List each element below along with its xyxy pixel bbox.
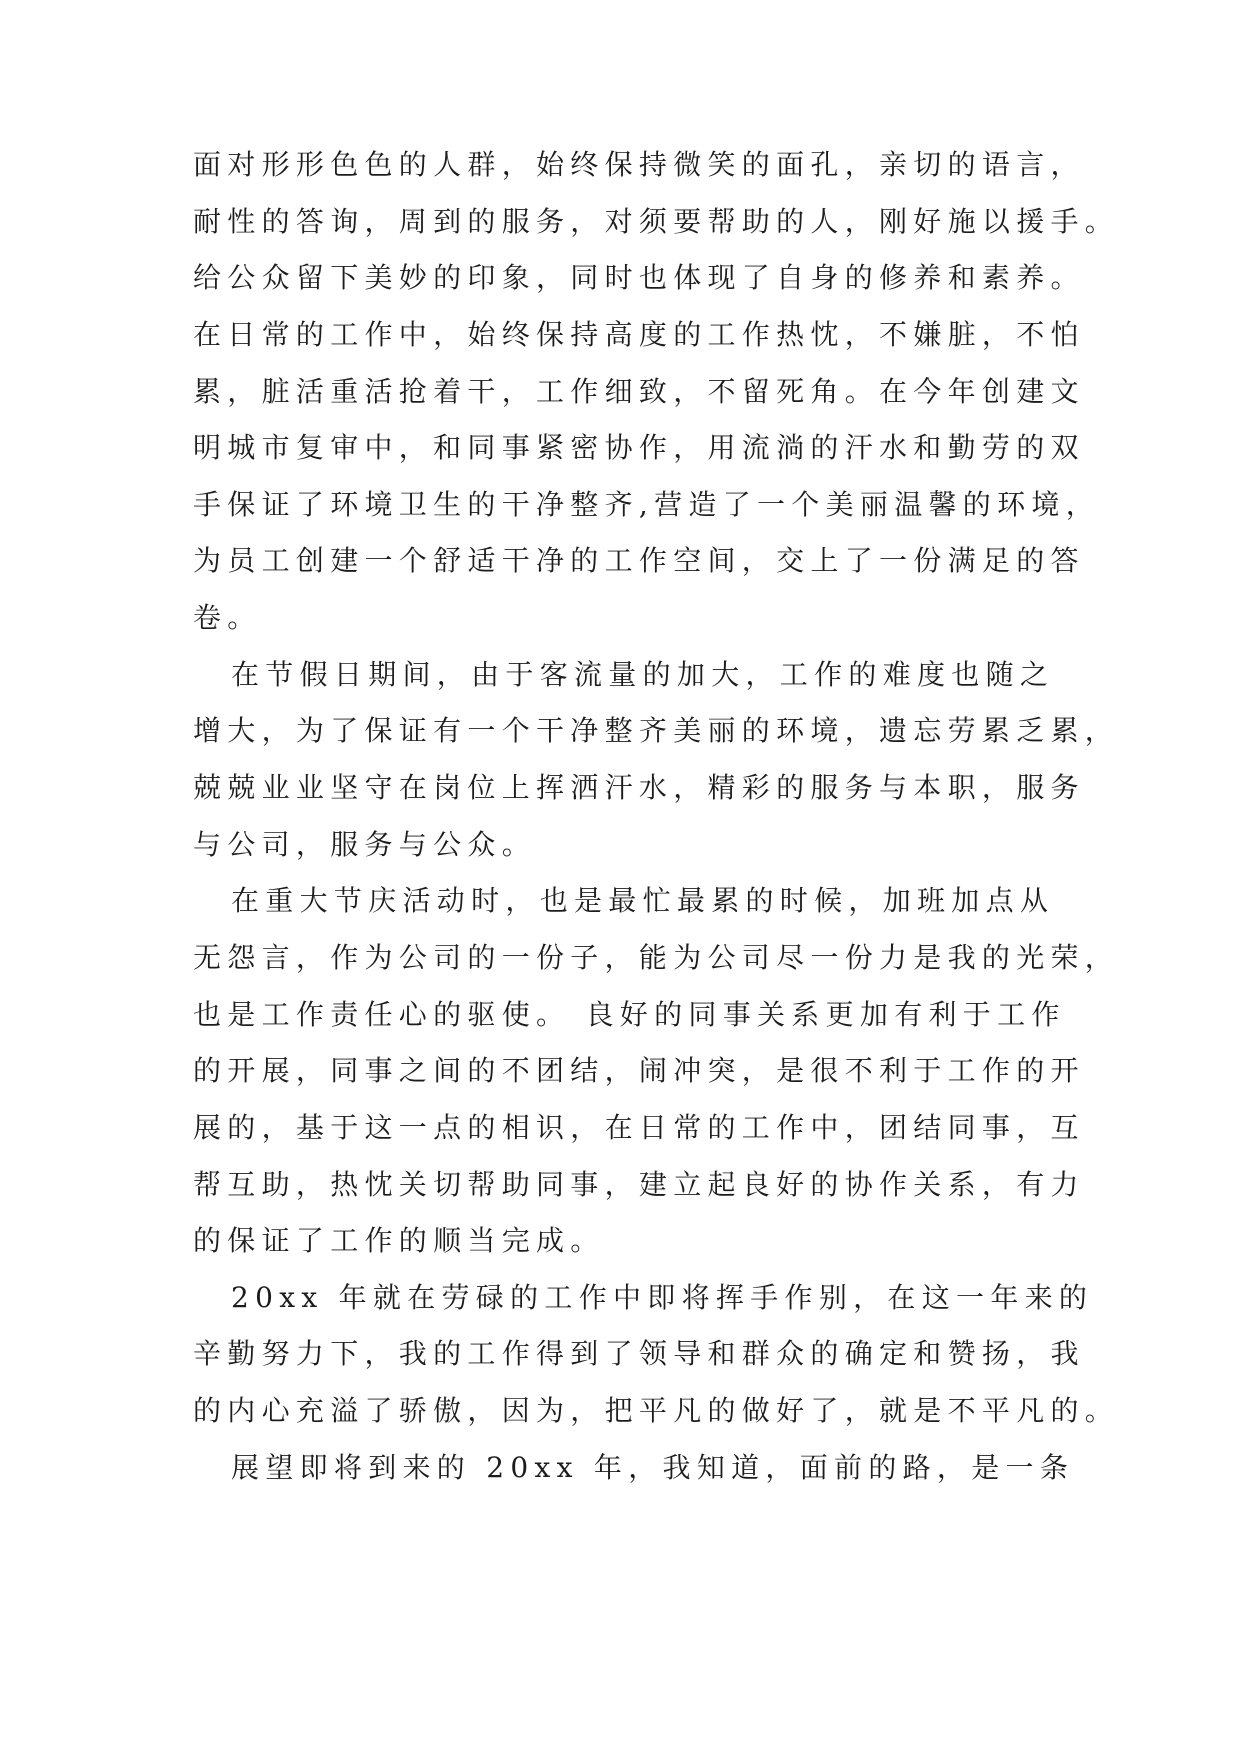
paragraph [193,1440,1133,1497]
text-line: 的保证了工作的顺当完成。 [193,1224,605,1258]
text-line: 的开展，同事之间的不团结，闹冲突，是很不利于工作的开 [193,1054,1085,1088]
text-line: 明城市复审中，和同事紧密协作，用流淌的汗水和勤劳的双 [193,431,1085,465]
text-line: 给公众留下美妙的印象，同时也体现了自身的修养和素养。 [193,261,1085,295]
paragraph [193,137,1133,647]
document-body [193,137,1133,1496]
text-line: 增大，为了保证有一个干净整齐美丽的环境，遗忘劳累乏累， [193,714,1120,748]
text-line: 展望即将到来的 20xx 年，我知道，面前的路，是一条 [231,1450,1075,1484]
text-line: 卷。 [193,601,262,635]
paragraph [193,873,1133,1269]
text-line: 也是工作责任心的驱使。 良好的同事关系更加有利于工作 [193,997,1066,1031]
text-line: 展的，基于这一点的相识，在日常的工作中，团结同事，互 [193,1110,1085,1144]
text-line: 在重大节庆活动时，也是最忙最累的时候，加班加点从 [231,884,1055,918]
text-line: 兢兢业业坚守在岗位上挥洒汗水，精彩的服务与本职，服务 [193,771,1085,805]
text-line: 20xx 年就在劳碌的工作中即将挥手作别，在这一年来的 [231,1280,1094,1314]
text-line: 帮互助，热忱关切帮助同事，建立起良好的协作关系，有力 [193,1167,1085,1201]
text-line: 与公司，服务与公众。 [193,827,537,861]
text-line: 耐性的答询，周到的服务，对须要帮助的人，刚好施以援手。 [193,204,1120,238]
text-line: 无怨言，作为公司的一份子，能为公司尽一份力是我的光荣， [193,940,1120,974]
text-line: 累，脏活重活抢着干，工作细致，不留死角。在今年创建文 [193,374,1085,408]
text-line: 辛勤努力下，我的工作得到了领导和群众的确定和赞扬，我 [193,1337,1085,1371]
paragraph [193,1270,1133,1440]
text-line: 在日常的工作中，始终保持高度的工作热忱，不嫌脏，不怕 [193,317,1085,351]
text-line: 的内心充溢了骄傲，因为，把平凡的做好了，就是不平凡的。 [193,1394,1120,1428]
text-line: 在节假日期间，由于客流量的加大，工作的难度也随之 [231,657,1055,691]
paragraph [193,647,1133,874]
text-line: 为员工创建一个舒适干净的工作空间，交上了一份满足的答 [193,544,1085,578]
text-line: 手保证了环境卫生的干净整齐,营造了一个美丽温馨的环境， [193,487,1101,521]
text-line: 面对形形色色的人群，始终保持微笑的面孔，亲切的语言， [193,148,1085,181]
